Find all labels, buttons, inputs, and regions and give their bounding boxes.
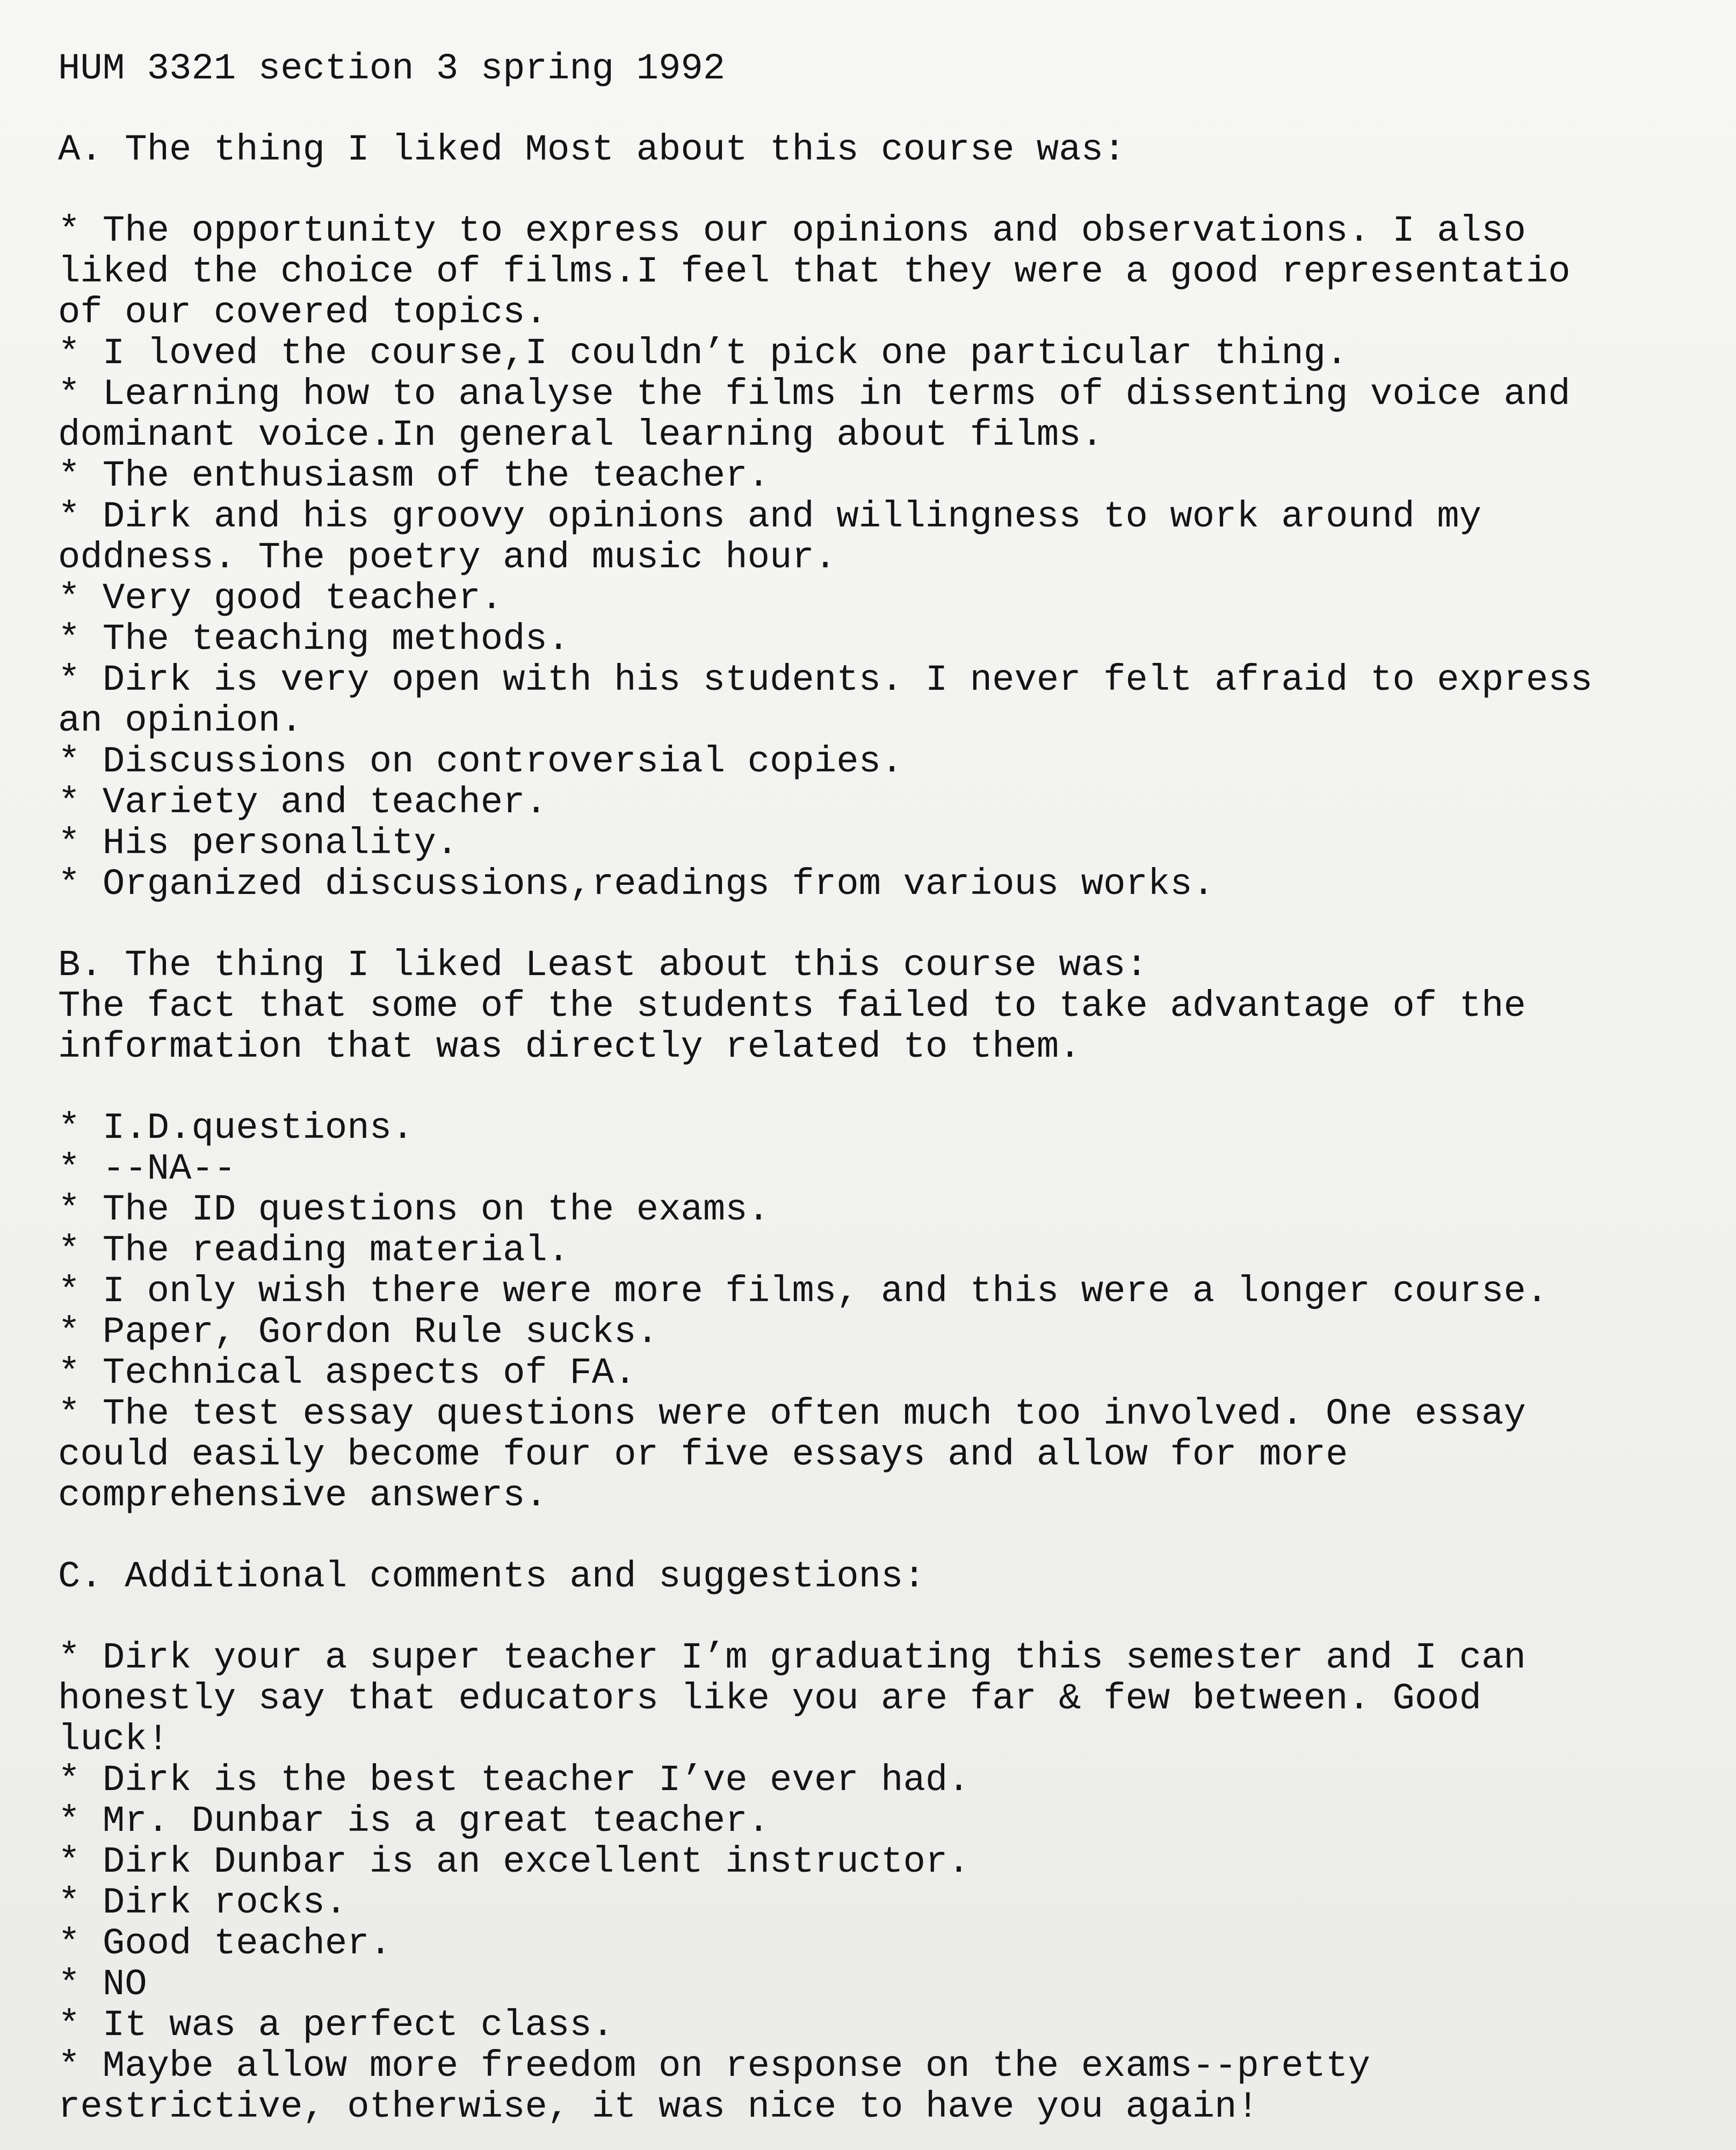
comment-line: * Dirk rocks.: [58, 1882, 348, 1924]
section-b-comments: [58, 1108, 1736, 1516]
comment-line: * I loved the course,I couldn’t pick one particular thing.: [58, 333, 1348, 374]
spacer: [58, 1597, 1736, 1637]
comment-line: * NO: [58, 1964, 147, 2005]
section-a-comments: [58, 211, 1736, 905]
comment-line: * The ID questions on the exams.: [58, 1189, 770, 1231]
comment-line: * Mr. Dunbar is a great teacher.: [58, 1800, 770, 1842]
comment-line: * It was a perfect class.: [58, 2004, 614, 2046]
section-b-intro-line: The fact that some of the students failed to take advantage of the: [58, 985, 1526, 1027]
comment-line: * Very good teacher.: [58, 578, 503, 619]
section-b-intro-line: information that was directly related to them.: [58, 1026, 1081, 1068]
comment-line: * Dirk Dunbar is an excellent instructor.: [58, 1841, 970, 1883]
comment-line: * Organized discussions,readings from various works.: [58, 863, 1215, 905]
comment-line: * Good teacher.: [58, 1923, 392, 1965]
spacer: [58, 1516, 1736, 1556]
comment-line: luck!: [58, 1719, 170, 1761]
comment-line: * The opportunity to express our opinions and observations. I also: [58, 210, 1526, 252]
comment-line: * Paper, Gordon Rule sucks.: [58, 1311, 659, 1353]
comment-line: * Discussions on controversial copies.: [58, 741, 903, 783]
comment-line: * Variety and teacher.: [58, 782, 547, 824]
spacer: [58, 170, 1736, 211]
spacer: [58, 1067, 1736, 1108]
spacer: [58, 89, 1736, 129]
section-a-heading: A. The thing I liked Most about this course was:: [58, 129, 1126, 171]
course-header: HUM 3321 section 3 spring 1992: [58, 48, 726, 90]
comment-line: dominant voice.In general learning about films.: [58, 414, 1104, 456]
comment-line: comprehensive answers.: [58, 1475, 547, 1517]
comment-line: restrictive, otherwise, it was nice to have you again!: [58, 2086, 1259, 2128]
evaluation-sheet: [58, 48, 1736, 2127]
section-c-heading: C. Additional comments and suggestions:: [58, 1556, 925, 1598]
spacer: [58, 905, 1736, 945]
comment-line: * Technical aspects of FA.: [58, 1352, 636, 1394]
section-c-comments: [58, 1637, 1736, 2127]
comment-line: * The reading material.: [58, 1230, 570, 1272]
comment-line: * Maybe allow more freedom on response on the exams--pretty: [58, 2045, 1370, 2087]
comment-line: of our covered topics.: [58, 292, 547, 334]
comment-line: honestly say that educators like you are far & few between. Good: [58, 1678, 1482, 1720]
comment-line: liked the choice of films.I feel that they were a good representatio: [58, 251, 1571, 293]
comment-line: * Dirk and his groovy opinions and willingness to work around my: [58, 496, 1482, 538]
comment-line: * Learning how to analyse the films in terms of dissenting voice and: [58, 373, 1571, 415]
comment-line: * --NA--: [58, 1148, 236, 1190]
comment-line: * The enthusiasm of the teacher.: [58, 455, 770, 497]
comment-line: * Dirk your a super teacher I’m graduating this semester and I can: [58, 1637, 1526, 1679]
comment-line: * The test essay questions were often much too involved. One essay: [58, 1393, 1526, 1435]
comment-line: * His personality.: [58, 823, 459, 864]
comment-line: could easily become four or five essays and allow for more: [58, 1434, 1348, 1476]
section-b-heading: B. The thing I liked Least about this course was:: [58, 944, 1148, 986]
comment-line: * I.D.questions.: [58, 1107, 414, 1149]
comment-line: * I only wish there were more films, and this were a longer course.: [58, 1271, 1549, 1312]
comment-line: * Dirk is the best teacher I’ve ever had.: [58, 1759, 970, 1801]
comment-line: oddness. The poetry and music hour.: [58, 537, 837, 579]
comment-line: * The teaching methods.: [58, 618, 570, 660]
comment-line: * Dirk is very open with his students. I never felt afraid to express: [58, 659, 1593, 701]
comment-line: an opinion.: [58, 700, 303, 742]
